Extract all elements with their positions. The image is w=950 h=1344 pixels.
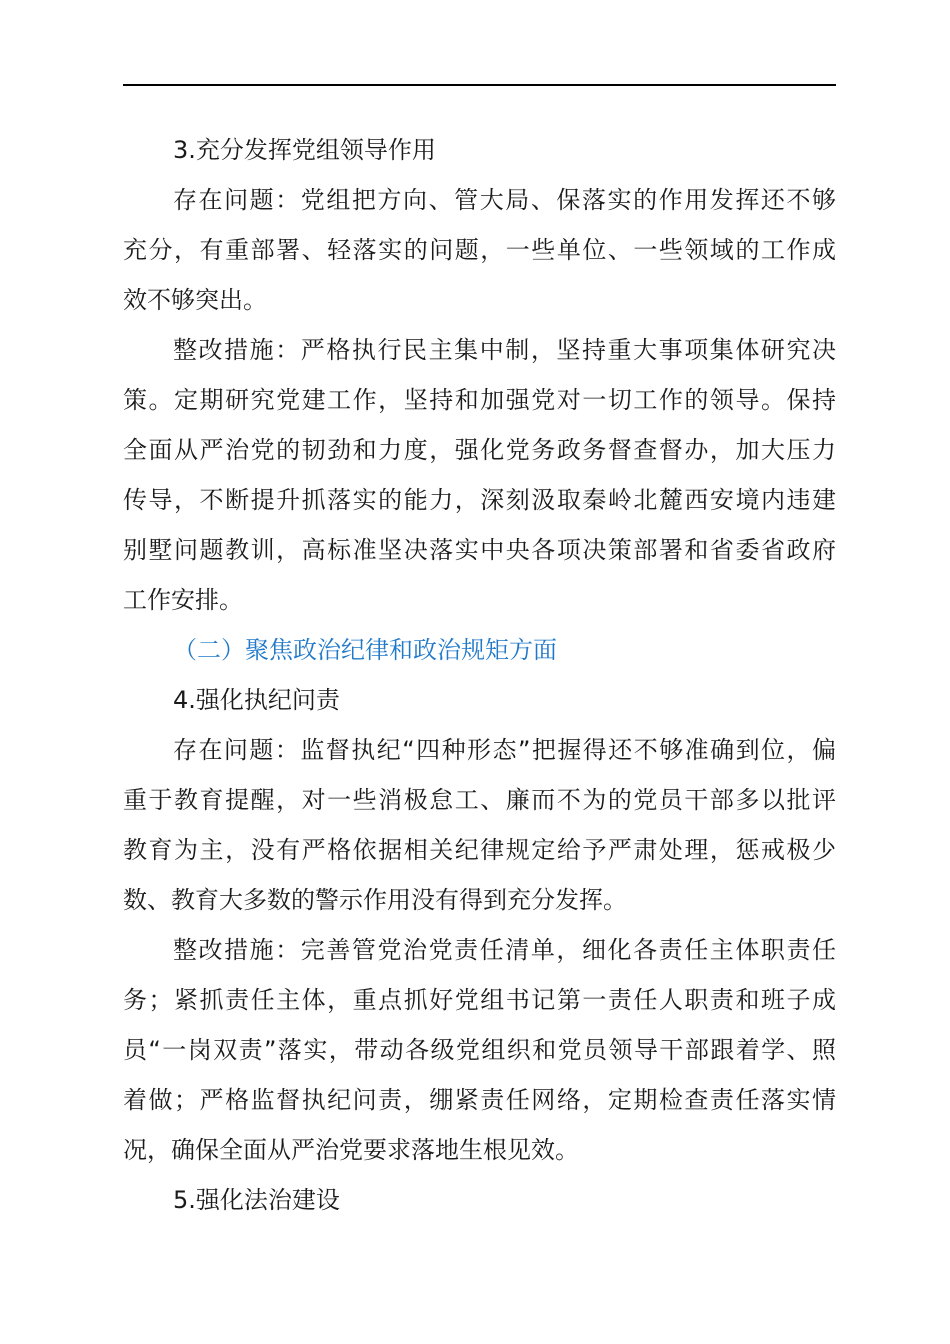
paragraph-line: 策。定期研究党建工作，坚持和加强党对一切工作的领导。保持 — [123, 386, 836, 414]
measures-paragraph — [123, 325, 836, 625]
paragraph-line: 存在问题：监督执纪“四种形态”把握得还不够准确到位，偏 — [173, 736, 836, 764]
paragraph-line: 效不够突出。 — [123, 286, 267, 314]
header-rule — [123, 84, 836, 86]
heading-item-5: 5.强化法治建设 — [173, 1186, 340, 1214]
paragraph-line: 着做；严格监督执纪问责，绷紧责任网络，定期检查责任落实情 — [123, 1086, 836, 1114]
paragraph-line: 数、教育大多数的警示作用没有得到充分发挥。 — [123, 886, 627, 914]
heading-item-3: 3.充分发挥党组领导作用 — [173, 136, 436, 164]
heading-item-4: 4.强化执纪问责 — [173, 686, 340, 714]
paragraph-line: 别墅问题教训，高标准坚决落实中央各项决策部署和省委省政府 — [123, 536, 836, 564]
paragraph-line: 教育为主，没有严格依据相关纪律规定给予严肃处理，惩戒极少 — [123, 836, 836, 864]
paragraph-line: 充分，有重部署、轻落实的问题，一些单位、一些领域的工作成 — [123, 236, 836, 264]
paragraph-line: 员“一岗双责”落实，带动各级党组织和党员领导干部跟着学、照 — [123, 1036, 836, 1064]
paragraph-line: 整改措施：严格执行民主集中制，坚持重大事项集体研究决 — [173, 336, 836, 364]
paragraph-line: 况，确保全面从严治党要求落地生根见效。 — [123, 1136, 579, 1164]
paragraph-line: 存在问题：党组把方向、管大局、保落实的作用发挥还不够 — [173, 186, 836, 214]
measures-paragraph — [123, 925, 836, 1175]
paragraph-line: 务；紧抓责任主体，重点抓好党组书记第一责任人职责和班子成 — [123, 986, 836, 1014]
problem-paragraph — [123, 175, 836, 325]
document-body — [123, 125, 836, 1225]
problem-paragraph — [123, 725, 836, 925]
paragraph-line: 工作安排。 — [123, 586, 243, 614]
paragraph-line: 整改措施：完善管党治党责任清单，细化各责任主体职责任 — [173, 936, 836, 964]
section-heading: （二）聚焦政治纪律和政治规矩方面 — [173, 636, 557, 664]
paragraph-line: 传导，不断提升抓落实的能力，深刻汲取秦岭北麓西安境内违建 — [123, 486, 836, 514]
paragraph-line: 全面从严治党的韧劲和力度，强化党务政务督查督办，加大压力 — [123, 436, 836, 464]
paragraph-line: 重于教育提醒，对一些消极怠工、廉而不为的党员干部多以批评 — [123, 786, 836, 814]
